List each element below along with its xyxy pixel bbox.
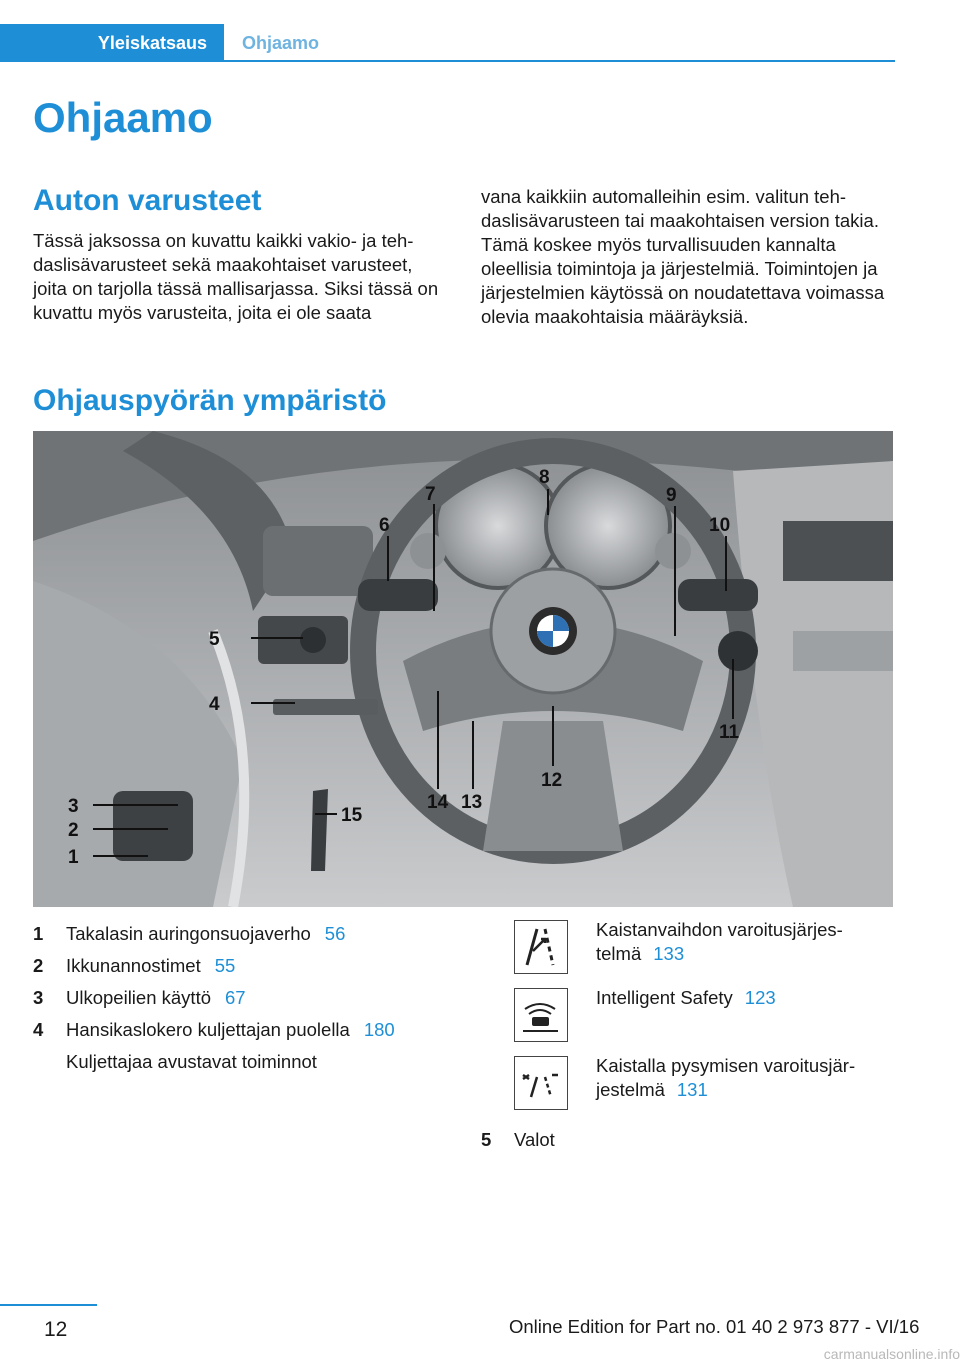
list-item [33, 982, 453, 1014]
list-item [481, 1054, 896, 1122]
item-label: Hansikaslokero kuljettajan puolella [66, 1019, 350, 1040]
callout-5: 5 [209, 629, 220, 650]
cockpit-illustration [33, 431, 893, 907]
page-link[interactable]: 123 [744, 987, 776, 1008]
callout-8: 8 [539, 467, 550, 488]
page-link[interactable]: 133 [653, 943, 685, 964]
item-number: 5 [481, 1129, 492, 1150]
page-link[interactable]: 131 [676, 1079, 708, 1100]
intro-paragraph-right: vana kaikkiin automalleihin esim. valitun tehdaslisävarusteen tai maakohtaisen version takia. Tämä koskee myös turvallisuuden kannalta oleellisia toimintoja ja järjestelmiä. Toimintojen ja järjestelmien käytössä on noudatettava voimassa olevia maakohtaisia määräyksiä. [481, 186, 885, 327]
list-item [481, 918, 896, 986]
header-tabs [0, 24, 895, 62]
page-link[interactable]: 55 [214, 955, 236, 976]
tab-ohjaamo[interactable]: Ohjaamo [242, 33, 320, 53]
item-sub-label: Kuljettajaa avustavat toiminnot [66, 1051, 317, 1072]
list-item [33, 1046, 453, 1078]
callout-9: 9 [666, 485, 677, 506]
item-number: 3 [33, 987, 44, 1008]
callout-10: 10 [709, 515, 731, 536]
list-item [33, 1014, 453, 1046]
item-label: Kaistanvaihdon varoitusjärjestelmä [596, 919, 843, 964]
header-rule [0, 60, 895, 62]
callout-4: 4 [209, 694, 220, 715]
item-label: Ulkopeilien käyttö [66, 987, 211, 1008]
list-item [481, 1124, 555, 1156]
callout-13: 13 [461, 792, 483, 813]
callout-14: 14 [427, 792, 449, 813]
page-link[interactable]: 180 [363, 1019, 395, 1040]
callout-6: 6 [379, 515, 390, 536]
footer-rule [0, 1304, 97, 1306]
callout-3: 3 [68, 796, 79, 817]
item-number: 1 [33, 923, 44, 944]
item-label: Takalasin auringonsuojaverho [66, 923, 311, 944]
lane-departure-warning-icon [514, 1056, 568, 1110]
page-link[interactable]: 67 [225, 987, 246, 1008]
item-label: Valot [514, 1129, 555, 1150]
section-title-varusteet: Auton varusteet [33, 184, 262, 217]
page-link[interactable]: 56 [324, 923, 346, 944]
list-item [33, 950, 453, 982]
callout-7: 7 [425, 484, 436, 505]
edition-note: Online Edition for Part no. 01 40 2 973 877 - VI/16 [509, 1316, 920, 1337]
list-item [33, 918, 453, 950]
cockpit-drawing [33, 431, 893, 907]
intro-paragraph-left: Tässä jaksossa on kuvattu kaikki vakio- ja tehdaslisävarusteet sekä maakohtaiset varusteet, joita on tarjolla tässä mallisarjassa. Siksi tässä on kuvattu myös varusteita, joita ei ole saata [33, 230, 439, 323]
section-title-steering-area: Ohjauspyörän ympäristö [33, 384, 387, 417]
legend-right [481, 918, 896, 1150]
callout-15: 15 [341, 805, 363, 826]
item-number: 2 [33, 955, 44, 976]
page-title: Ohjaamo [33, 94, 213, 141]
callout-1: 1 [68, 847, 79, 868]
legend-left [33, 918, 453, 1078]
item-label: Kaistalla pysymisen varoitusjärjestelmä [596, 1055, 856, 1100]
watermark: carmanualsonline.info [823, 1346, 960, 1362]
callout-11: 11 [719, 722, 740, 743]
intelligent-safety-icon [514, 988, 568, 1042]
lane-change-warning-icon [514, 920, 568, 974]
callout-2: 2 [68, 820, 79, 841]
callout-12: 12 [541, 770, 563, 791]
list-item [481, 986, 896, 1054]
item-label: Intelligent Safety [596, 987, 733, 1008]
tab-yleiskatsaus[interactable]: Yleiskatsaus [0, 24, 224, 62]
item-label: Ikkunannostimet [66, 955, 201, 976]
item-number: 4 [33, 1019, 44, 1040]
page-number: 12 [44, 1318, 68, 1341]
